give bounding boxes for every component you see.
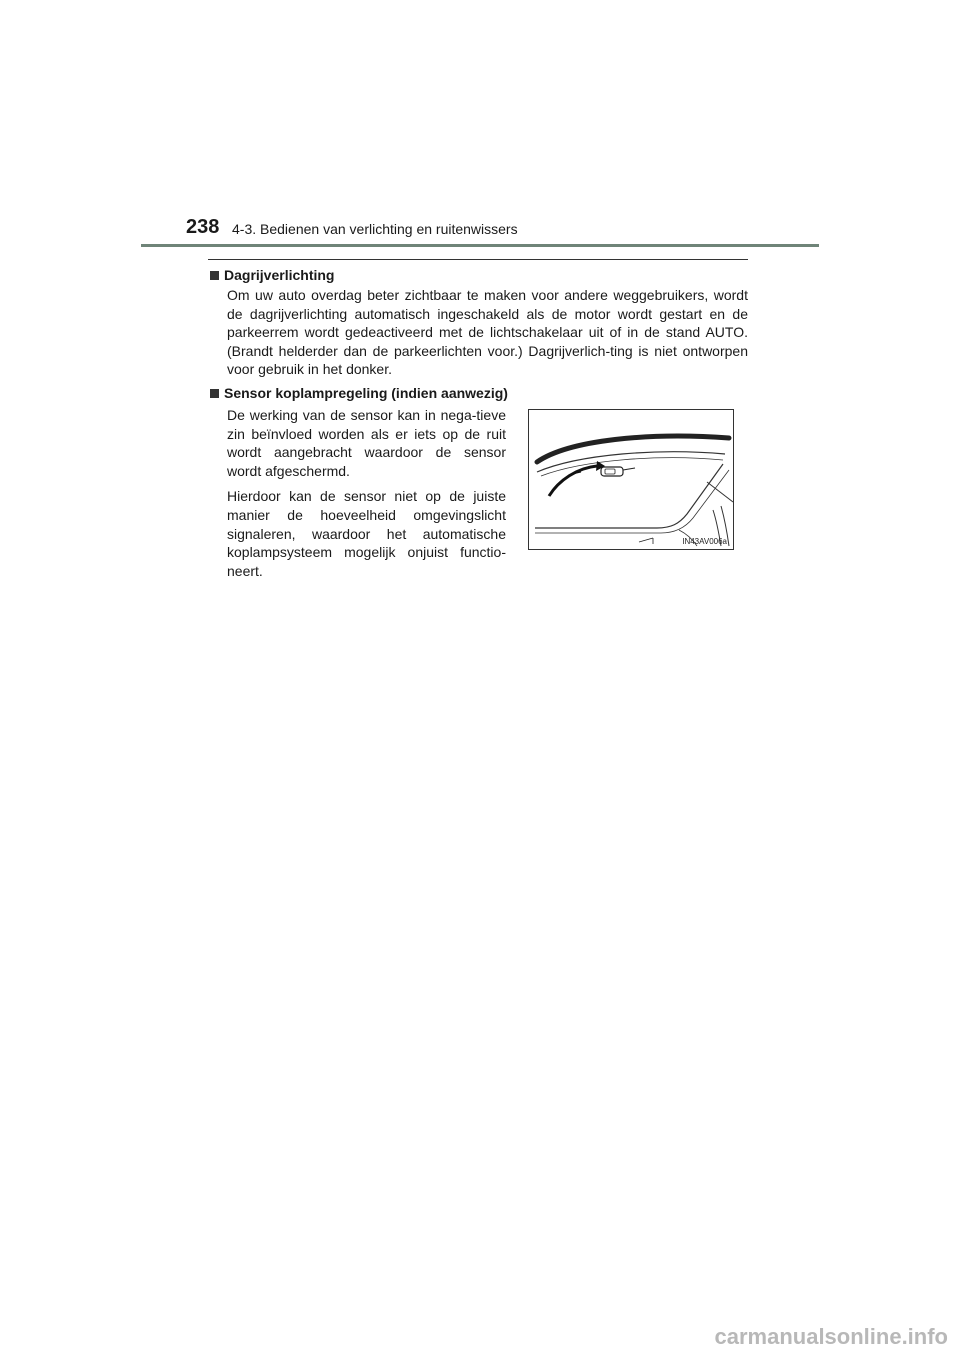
figure-code: IN43AV006a [682,537,727,546]
heading-text: Dagrijverlichting [224,267,335,283]
square-bullet-icon [210,271,219,280]
windshield-sensor-illustration [528,409,734,550]
section-heading [210,384,748,402]
section-divider [208,259,748,260]
page-number: 238 [186,216,220,238]
heading-text: Sensor koplampregeling (indien aanwezig) [224,385,508,401]
windshield-sensor-drawing [529,410,733,549]
chapter-title: 4-3. Bedienen van verlichting en ruitenwissers [232,221,518,237]
section-daytime-running-lights [210,266,748,379]
square-bullet-icon [210,389,219,398]
sensor-paragraph-1: De werking van de sensor kan in nega-tieve zin beïnvloed worden als er iets op de ruit wordt aangebracht waardoor de sensor wordt afgeschermd. [227,407,506,479]
sensor-text-column [227,406,506,587]
section-heading [210,266,748,284]
section-paragraph: Om uw auto overdag beter zichtbaar te maken voor andere weggebruikers, wordt de dagrijverlichting automatisch ingeschakeld als de motor wordt gestart en de parkeerrem wordt gedeactiveerd met de lichtschakelaar uit of in de stand AUTO. (Brandt helderder dan de parkeerlichten voor.) Dagrijverlich-ting is niet ontworpen voor gebruik in het donker. [227,287,748,378]
header-divider [141,244,819,247]
section-headlight-sensor [210,384,748,402]
sensor-paragraph-2: Hierdoor kan de sensor niet op de juiste manier de hoeveelheid omgevingslicht signaleren, waardoor het automatische koplampsysteem mogelijk onjuist functio-neert. [227,488,506,579]
page-header [0,0,960,250]
watermark: carmanualsonline.info [714,1324,948,1349]
